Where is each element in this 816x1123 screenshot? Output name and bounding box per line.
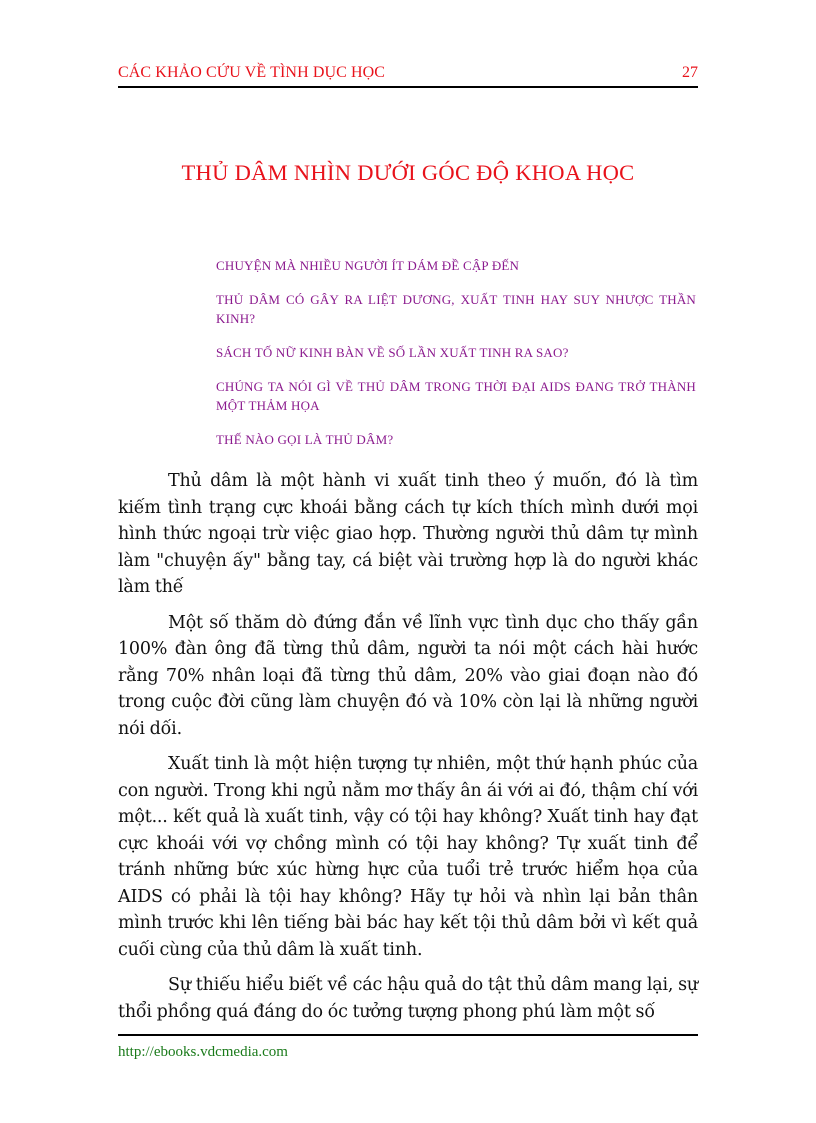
topic-list xyxy=(216,256,696,464)
page-number: 27 xyxy=(682,64,698,81)
topic-item: THỦ DÂM CÓ GÂY RA LIỆT DƯƠNG, XUẤT TINH HAY SUY NHƯỢC THẦN KINH? xyxy=(216,292,696,326)
body-text xyxy=(118,468,698,1034)
footer-divider xyxy=(118,1034,698,1036)
paragraph: Thủ dâm là một hành vi xuất tinh theo ý muốn, đó là tìm kiếm tình trạng cực khoái bằng cách tự kích thích mình dưới mọi hình thức ngoại trừ việc giao hợp. Thường người thủ dâm tự mình làm "chuyện ấy" bằng tay, cá biệt vài trường hợp là do người khác làm thế xyxy=(118,471,698,597)
topic-item: CHÚNG TA NÓI GÌ VỀ THỦ DÂM TRONG THỜI ĐẠI AIDS ĐANG TRỞ THÀNH MỘT THẢM HỌA xyxy=(216,379,696,413)
chapter-title: THỦ DÂM NHÌN DƯỚI GÓC ĐỘ KHOA HỌC xyxy=(181,160,635,185)
topic-item: CHUYỆN MÀ NHIỀU NGƯỜI ÍT DÁM ĐỀ CẬP ĐẾN xyxy=(216,258,520,273)
running-header-title: CÁC KHẢO CỨU VỀ TÌNH DỤC HỌC xyxy=(118,64,386,81)
paragraph: Sự thiếu hiểu biết về các hậu quả do tật thủ dâm mang lại, sự thổi phồng quá đáng do óc tưởng tượng phong phú làm một số xyxy=(118,975,698,1022)
running-header xyxy=(118,62,698,88)
topic-item: SÁCH TỐ NỮ KINH BÀN VỀ SỐ LẦN XUẤT TINH RA SAO? xyxy=(216,345,569,360)
topic-item: THẾ NÀO GỌI LÀ THỦ DÂM? xyxy=(216,432,394,447)
paragraph: Một số thăm dò đứng đắn về lĩnh vực tình dục cho thấy gần 100% đàn ông đã từng thủ dâm, người ta nói một cách hài hước rằng 70% nhân loại đã từng thủ dâm, 20% vào giai đoạn nào đó trong cuộc đời cũng làm chuyện đó và 10% còn lại là những người nói dối. xyxy=(118,612,698,739)
footer-url-link[interactable]: http://ebooks.vdcmedia.com xyxy=(118,1044,288,1060)
paragraph: Xuất tinh là một hiện tượng tự nhiên, một thứ hạnh phúc của con người. Trong khi ngủ nằm mơ thấy ân ái với ai đó, thậm chí với một... kết quả là xuất tinh, vậy có tội hay không? Xuất tinh hay đạt cực khoái với vợ chồng mình có tội hay không? Tự xuất tinh để tránh những bức xúc hừng hực của tuổi trẻ trước hiểm họa của AIDS có phải là tội hay không? Hãy tự hỏi và nhìn lại bản thân mình trước khi lên tiếng bài bác hay kết tội thủ dâm bởi vì kết quả cuối cùng của thủ dâm là xuất tinh. xyxy=(118,754,698,960)
